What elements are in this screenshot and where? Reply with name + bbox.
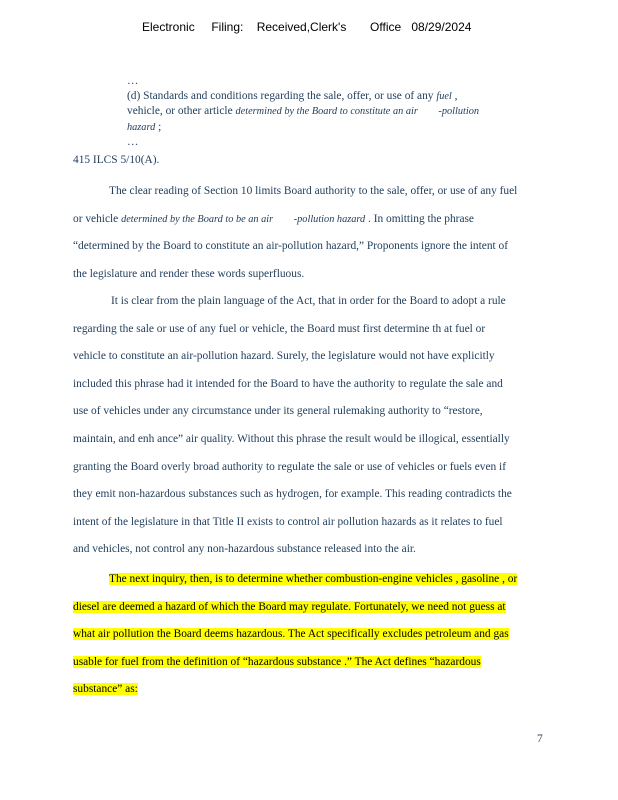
- paragraph-1-line-4: the legislature and render these words superfluous.: [73, 267, 305, 280]
- stamp-date: 08/29/2024: [411, 20, 472, 34]
- paragraph-2-line-9: intent of the legislature in that Title II exists to control air pollution hazards as it relates to fuel: [73, 515, 503, 528]
- highlight-1: The next inquiry, then, is to determine whether combustion-engine vehicles , gasoline , or: [109, 573, 518, 585]
- filing-stamp: [142, 20, 482, 34]
- highlight-3: what air pollution the Board deems hazardous. The Act specifically excludes petroleum and gas: [73, 628, 509, 641]
- paragraph-2-line-4: included this phrase had it intended for the Board to have the authority to regulate the sale and: [73, 377, 503, 390]
- quote-line-2: [127, 104, 547, 120]
- statute-quote: [127, 74, 547, 150]
- quote-line-2-italic: determined by the Board to constitute an air -pollution: [235, 106, 480, 117]
- statute-citation: 415 ILCS 5/10(A).: [73, 154, 160, 166]
- paragraph-1: [73, 178, 543, 288]
- paragraph-2-line-2: regarding the sale or use of any fuel or vehicle, the Board must first determine th at fuel or: [73, 322, 486, 335]
- quote-line-1-text: (d) Standards and conditions regarding the sale, offer, or use of any: [127, 89, 434, 102]
- stamp-word-office: Office: [370, 20, 402, 34]
- paragraph-1-line-2: [73, 206, 543, 234]
- paragraph-1-line-2-start: or vehicle: [73, 212, 119, 225]
- paragraph-3-highlighted: [73, 566, 543, 704]
- paragraph-2: [73, 288, 543, 564]
- paragraph-2-line-7: granting the Board overly broad authority to regulate the sale or use of vehicles or fuels even if: [73, 460, 507, 473]
- quote-line-3: [127, 120, 547, 136]
- paragraph-3-line-3: [73, 621, 543, 649]
- quote-line-1-fuel: fuel: [436, 90, 452, 102]
- quote-line-1: [127, 89, 547, 105]
- paragraph-3-line-5: [73, 676, 543, 704]
- paragraph-2-line-6: maintain, and enh ance” air quality. Without this phrase the result would be illogical, essentially: [73, 432, 510, 445]
- paragraph-1-line-2-end: . In omitting the phrase: [368, 212, 474, 225]
- paragraph-1-line-2-italic: determined by the Board to be an air -pollution hazard: [121, 213, 366, 225]
- stamp-word-filing: Filing:: [211, 20, 244, 34]
- paragraph-3-line-4: [73, 649, 543, 677]
- highlight-2: diesel are deemed a hazard of which the Board may regulate. Fortunately, we need not guess at: [73, 600, 506, 613]
- paragraph-2-line-3: vehicle to constitute an air-pollution hazard. Surely, the legislature would not have explicitly: [73, 350, 495, 363]
- quote-ellipsis-top: …: [127, 75, 139, 87]
- quote-ellipsis-bottom: …: [127, 136, 139, 148]
- paragraph-2-line-8: they emit non-hazardous substances such as hydrogen, for example. This reading contradicts the: [73, 488, 512, 501]
- stamp-word-received-clerks: Received,Clerk's: [256, 20, 347, 34]
- paragraph-3-line-1: [73, 566, 543, 594]
- paragraph-1-line-3: “determined by the Board to constitute an air-pollution hazard,” Proponents ignore the intent of: [73, 240, 509, 253]
- paragraph-2-line-10: and vehicles, not control any non-hazardous substance released into the air.: [73, 543, 416, 556]
- quote-line-2-text: vehicle, or other article: [127, 105, 233, 117]
- paragraph-3-line-2: [73, 594, 543, 622]
- quote-line-3-italic: hazard: [127, 121, 156, 133]
- stamp-word-electronic: Electronic: [142, 20, 195, 34]
- paragraph-2-line-1: It is clear from the plain language of the Act, that in order for the Board to adopt a rule: [111, 295, 506, 307]
- quote-line-3-end: ;: [158, 120, 162, 133]
- highlight-5: substance” as:: [73, 683, 138, 696]
- paragraph-1-line-1: The clear reading of Section 10 limits Board authority to the sale, offer, or use of any fuel: [109, 185, 518, 197]
- paragraph-2-line-5: use of vehicles under any circumstance under its general rulemaking authority to “restore,: [73, 405, 483, 418]
- page-number: 7: [537, 733, 543, 745]
- quote-line-1-end: ,: [454, 89, 458, 102]
- highlight-4: usable for fuel from the definition of “hazardous substance .” The Act defines “hazardous: [73, 655, 481, 668]
